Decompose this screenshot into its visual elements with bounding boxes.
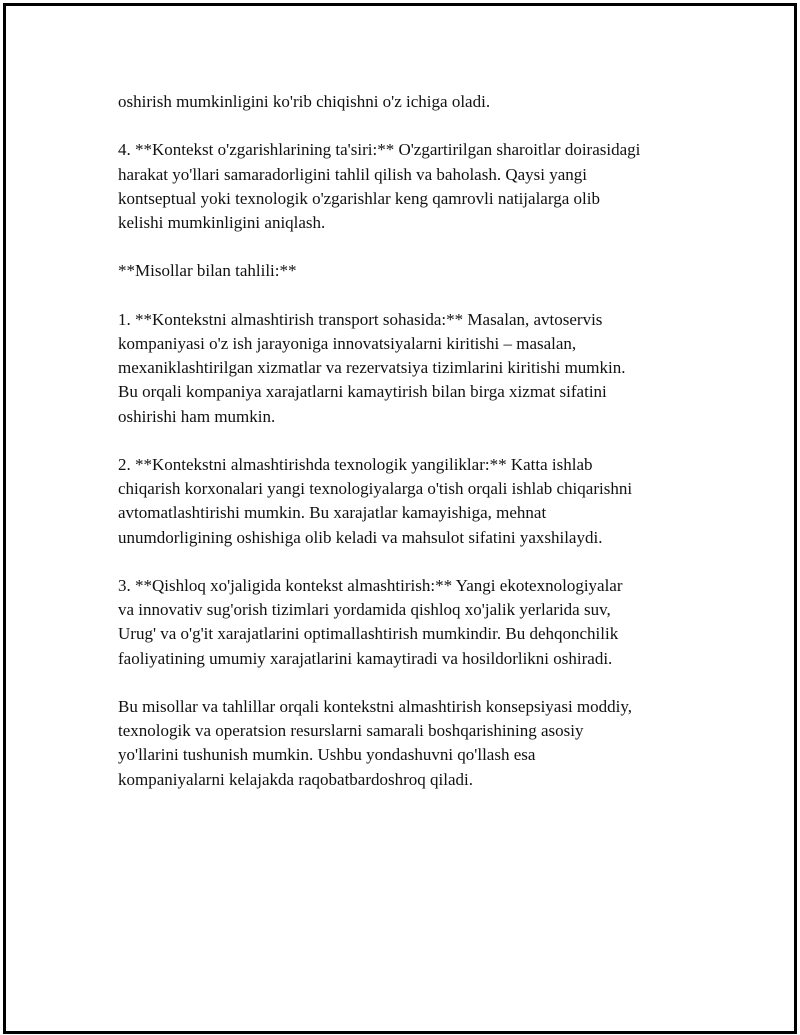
paragraph-examples-heading: **Misollar bilan tahlili:** [118,261,297,281]
paragraph-example-3: 3. **Qishloq xo'jaligida kontekst almashtirish:** Yangi ekotexnologiyalar va innovativ sug'orish tizimlari yordamida qishloq xo'jalik yerlarida suv, Urug' va o'g'it xarajatlarini optimallashtirish mumkindir. Bu dehqonchilik faoliyatining umumiy xarajatlarini kamaytiradi va hosildorlikni oshiradi. [118,575,623,668]
paragraph-continuation: oshirish mumkinligini ko'rib chiqishni o'z ichiga oladi. [118,92,491,111]
paragraph-item-4: 4. **Kontekst o'zgarishlarining ta'siri:** O'zgartirilgan sharoitlar doirasidagi harakat yo'llari samaradorligini tahlil qilish va baholash. Qaysi yangi kontseptual yoki texnologik o'zgarishlar keng qamrovli natijalarga olib kelishi mumkinligini aniqlash. [118,140,641,232]
paragraph-example-1: 1. **Kontekstni almashtirish transport sohasida:** Masalan, avtoservis kompaniyasi o'z ish jarayoniga innovatsiyalarni kiritishi – masalan, mexaniklashtirilgan xizmatlar va rezervatsiya tizimlarini kiritishi mumkin. Bu orqali kompaniya xarajatlarni kamaytirish bilan birga xizmat sifatini oshirishi ham mumkin. [118,309,626,426]
paragraph-conclusion: Bu misollar va tahlillar orqali kontekstni almashtirish konsepsiyasi moddiy, texnologik va operatsion resurslarni samarali boshqarishining asosiy yo'llarini tushunish mumkin. Ushbu yondashuvni qo'llash esa kompaniyalarni kelajakda raqobatbardoshroq qiladi. [118,696,633,789]
paragraph-example-2: 2. **Kontekstni almashtirishda texnologik yangiliklar:** Katta ishlab chiqarish korxonalari yangi texnologiyalarga o'tish orqali ishlab chiqarishni avtomatlashtirishi mumkin. Bu xarajatlar kamayishiga, mehnat unumdorligining oshishiga olib keladi va mahsulot sifatini yaxshilaydi. [118,454,633,547]
document-body [118,90,698,816]
